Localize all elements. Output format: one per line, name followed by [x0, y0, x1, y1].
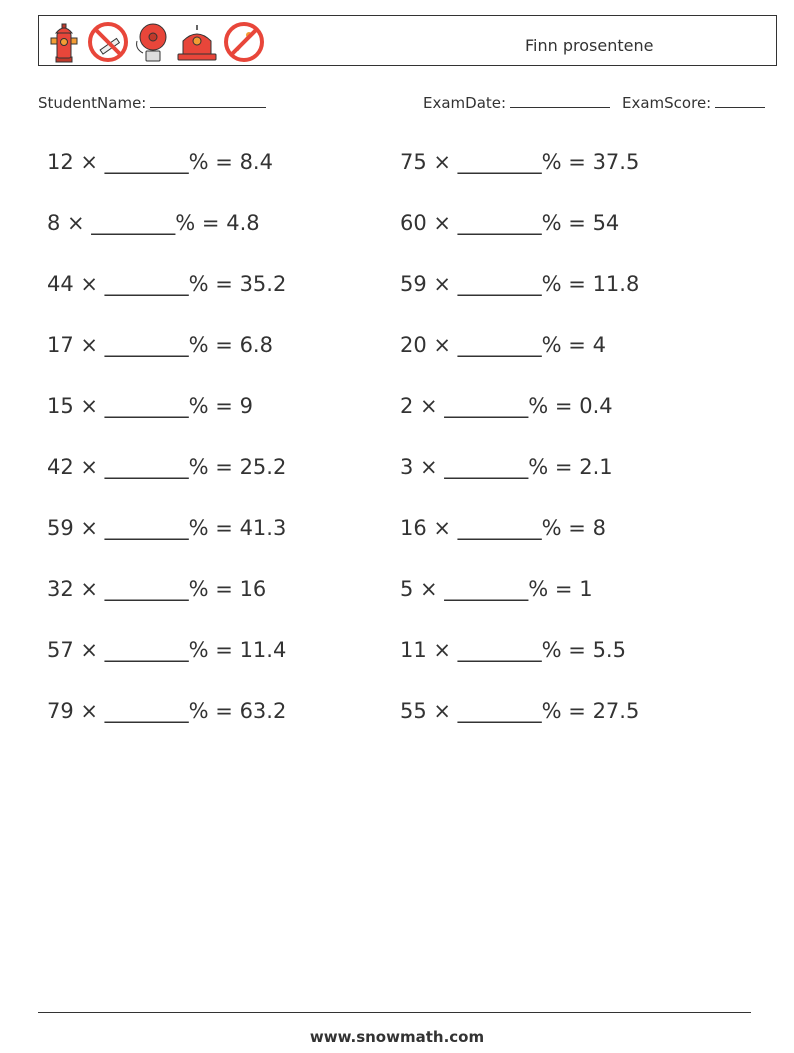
- no-matches-icon: [223, 21, 265, 63]
- problem-4: 60 × ________% = 54: [400, 211, 620, 235]
- problem-13: 59 × ________% = 41.3: [47, 516, 287, 540]
- footer-site-link[interactable]: www.snowmath.com: [309, 1028, 485, 1046]
- problem-11: 42 × ________% = 25.2: [47, 455, 287, 479]
- problem-12: 3 × ________% = 2.1: [400, 455, 613, 479]
- student-name-label: StudentName:: [38, 94, 147, 112]
- problem-7: 17 × ________% = 6.8: [47, 333, 273, 357]
- no-smoking-icon: [87, 21, 129, 63]
- student-name-field: [38, 93, 266, 112]
- problem-18: 11 × ________% = 5.5: [400, 638, 626, 662]
- exam-date-label: ExamDate:: [423, 94, 507, 112]
- student-name-blank[interactable]: [150, 93, 266, 108]
- problem-8: 20 × ________% = 4: [400, 333, 606, 357]
- problem-9: 15 × ________% = 9: [47, 394, 253, 418]
- header-icons: [45, 20, 265, 64]
- problem-14: 16 × ________% = 8: [400, 516, 606, 540]
- exam-score-field: [622, 93, 765, 112]
- header-box: [38, 15, 777, 66]
- emergency-siren-icon: [175, 21, 219, 63]
- problem-19: 79 × ________% = 63.2: [47, 699, 287, 723]
- problem-6: 59 × ________% = 11.8: [400, 272, 640, 296]
- problem-5: 44 × ________% = 35.2: [47, 272, 287, 296]
- exam-score-blank[interactable]: [715, 93, 765, 108]
- problem-16: 5 × ________% = 1: [400, 577, 593, 601]
- problem-20: 55 × ________% = 27.5: [400, 699, 640, 723]
- exam-score-label: ExamScore:: [622, 94, 712, 112]
- problem-3: 8 × ________% = 4.8: [47, 211, 260, 235]
- problem-15: 32 × ________% = 16: [47, 577, 267, 601]
- footer-divider: [38, 1012, 751, 1013]
- worksheet-title: Finn prosentene: [525, 36, 654, 55]
- problem-17: 57 × ________% = 11.4: [47, 638, 287, 662]
- problem-10: 2 × ________% = 0.4: [400, 394, 613, 418]
- problem-1: 12 × ________% = 8.4: [47, 150, 273, 174]
- exam-date-blank[interactable]: [510, 93, 610, 108]
- exam-date-field: [423, 93, 610, 112]
- fire-alarm-bell-icon: [133, 21, 171, 63]
- problem-2: 75 × ________% = 37.5: [400, 150, 640, 174]
- fire-hydrant-icon: [45, 21, 83, 63]
